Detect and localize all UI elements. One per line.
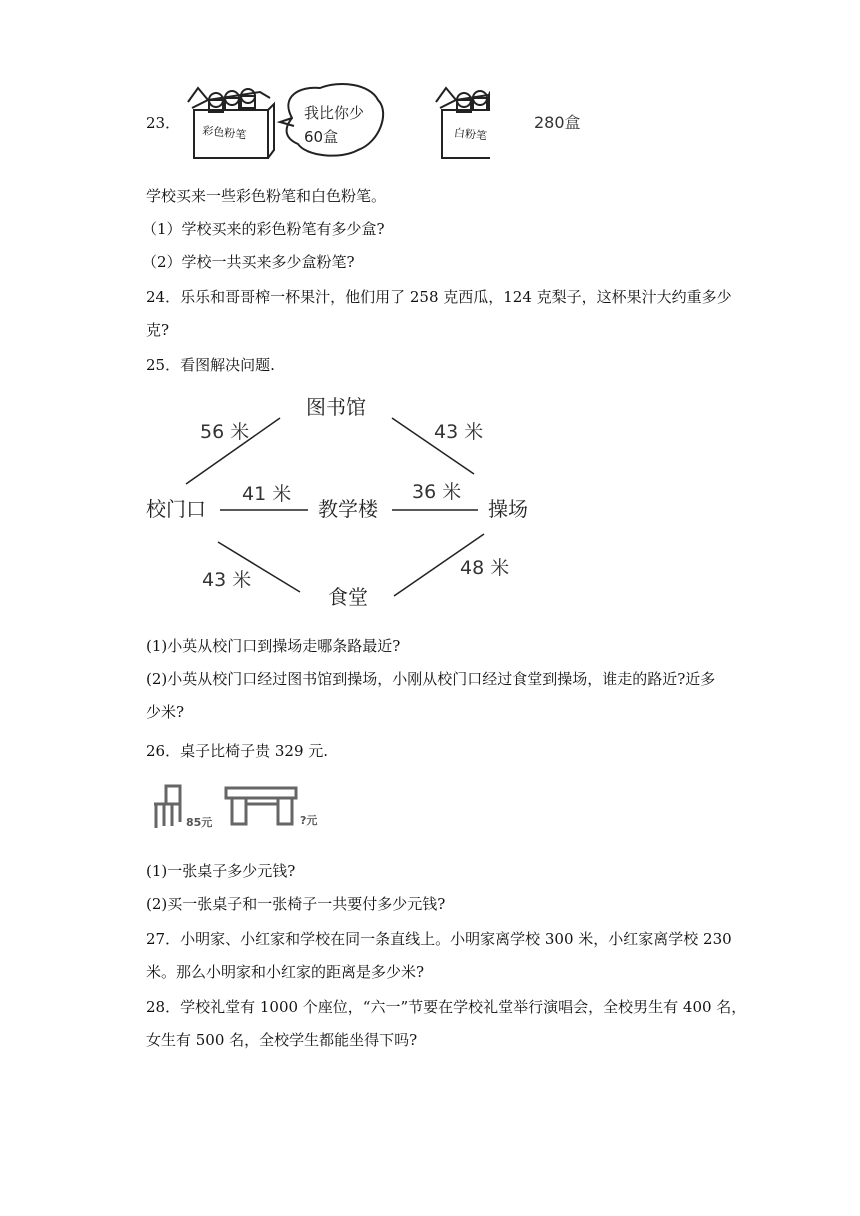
q25-sub2-line2: 少米? [146,703,185,721]
table-price: ?元 [300,814,318,827]
q24-line2: 克? [146,321,170,339]
q26-sub2: (2)买一张桌子和一张椅子一共要付多少元钱? [146,895,446,913]
chair-price: 85元 [186,816,213,829]
dist-teaching-playground: 36 米 [412,481,462,503]
node-canteen: 食堂 [328,585,368,609]
dist-gate-teaching: 41 米 [242,483,292,505]
dist-canteen-playground: 48 米 [460,557,510,579]
q28-line1: 28．学校礼堂有 1000 个座位，“六一”节要在学校礼堂举行演唱会，全校男生有 400 名， [146,998,747,1016]
chair-icon [154,786,180,828]
node-playground: 操场 [488,497,528,521]
chalk-box-white-icon [436,88,490,158]
box2-label: 白粉笔 [453,126,488,143]
bubble-line2: 60盒 [304,128,339,146]
bubble-line1: 我比你少 [304,104,365,122]
box2-count: 280盒 [534,113,581,132]
q26-sub1: (1)一张桌子多少元钱? [146,862,296,880]
q25-route-map [140,388,540,618]
q24-line1: 24．乐乐和哥哥榨一杯果汁，他们用了 258 克西瓜，124 克梨子，这杯果汁大约重多少 [146,288,732,306]
desk-icon [226,788,296,824]
dist-gate-canteen: 43 米 [202,569,252,591]
q26-title: 26．桌子比椅子贵 329 元. [146,742,329,760]
q23-sub1: （1）学校买来的彩色粉笔有多少盒? [142,220,385,238]
node-library: 图书馆 [306,395,366,419]
q23-number: 23． [146,114,181,132]
box1-label: 彩色粉笔 [201,124,247,142]
q23-illustration [180,78,490,168]
chalk-box-color-icon [188,88,274,158]
q23-text: 学校买来一些彩色粉笔和白色粉笔。 [146,187,387,205]
q28-line2: 女生有 500 名，全校学生都能坐得下吗? [146,1031,418,1049]
node-gate: 校门口 [146,497,206,521]
q25-title: 25．看图解决问题. [146,356,275,374]
q27-line1: 27．小明家、小红家和学校在同一条直线上。小明家离学校 300 米，小红家离学校 230 [146,930,732,948]
dist-library-playground: 43 米 [434,421,484,443]
q27-line2: 米。那么小明家和小红家的距离是多少米? [146,963,425,981]
node-teaching: 教学楼 [318,497,378,521]
dist-gate-library: 56 米 [200,421,250,443]
q25-sub1: (1)小英从校门口到操场走哪条路最近? [146,637,401,655]
q23-sub2: （2）学校一共买来多少盒粉笔? [142,253,355,271]
q25-sub2-line1: (2)小英从校门口经过图书馆到操场，小刚从校门口经过食堂到操场，谁走的路近?近多 [146,670,716,688]
